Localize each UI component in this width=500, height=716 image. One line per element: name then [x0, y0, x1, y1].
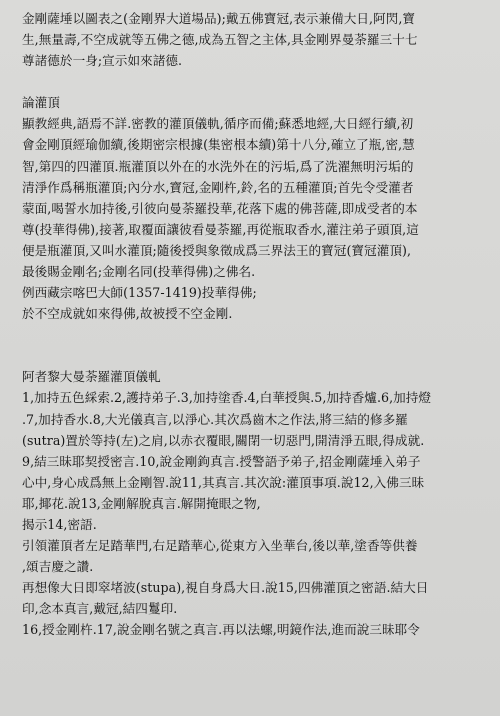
text-line: 尊諸德於一身;宣示如來諸德.	[22, 53, 183, 69]
text-line: 清淨作爲稱瓶灌頂;內分水,寶冠,金剛杵,鈴,名的五種灌頂;首先令受灌者	[22, 179, 414, 195]
text-line: 於不空成就如來得佛,故被授不空金剛.	[22, 306, 233, 322]
text-line: 揭示14,密語.	[22, 516, 97, 532]
intro-paragraph	[22, 8, 490, 71]
text-line: 蒙面,喝誓水加持後,引彼向曼荼羅投華,花落下處的佛菩薩,即成受者的本	[22, 200, 418, 216]
text-line: 引領灌頂者左足踏華門,右足踏華心,從東方入坐華台,後以華,塗香等供養	[22, 538, 418, 554]
text-line: 心中,身心成爲無上金剛智.說11,其真言.其次說:灌頂事項.說12,入佛三昧	[22, 474, 425, 490]
text-line: .7,加持香水.8,大光儀真言,以淨心.其次爲齒木之作法,將三結的修多羅	[22, 411, 408, 427]
section-guanding	[22, 92, 490, 324]
text-line: 最後賜金剛名;金剛名同(投華得佛)之佛名.	[22, 264, 256, 280]
text-line: 16,授金剛杵.17,說金剛名號之真言.再以法螺,明鏡作法,進而說三昧耶令	[22, 622, 420, 638]
text-line: 便是瓶灌頂,又叫水灌頂;隨後授與象徵成爲三界法王的寶冠(寶冠灌頂),	[22, 242, 411, 258]
text-line: 9,結三昧耶契授密言.10,說金剛鉤真言.授警語予弟子,招金剛薩埵入弟子	[22, 453, 421, 469]
blank-space	[22, 71, 490, 92]
section-title: 論灌頂	[22, 95, 60, 111]
text-line: 智,第四的四灌頂.瓶灌頂以外在的水洗外在的污垢,爲了洗濯無明污垢的	[22, 158, 414, 174]
text-line: 1,加持五色綵索.2,護持弟子.3,加持塗香.4,白華授與.5,加持香爐.6,加持燈	[22, 390, 432, 406]
section-mandala-ritual	[22, 366, 490, 640]
text-line: (sutra)置於等持(左)之肩,以赤衣覆眼,關閉一切惡門,開清淨五眼,得成就.	[22, 432, 425, 448]
text-line: ,頌吉慶之讚.	[22, 559, 94, 575]
text-line: 會金剛頂經瑜伽續,後期密宗根據(集密根本續)第十八分,確立了瓶,密,慧	[22, 137, 415, 153]
text-line: 例西藏宗喀巴大師(1357-1419)投華得佛;	[22, 285, 257, 301]
text-line: 尊(投華得佛),接著,取覆面讓彼看曼荼羅,再從瓶取香水,灌注弟子頭頂,這	[22, 221, 419, 237]
text-line: 金剛薩埵以圖表之(金剛界大道場品);戴五佛寶冠,表示兼備大日,阿閃,寶	[22, 11, 416, 26]
blank-space	[22, 324, 490, 366]
text-line: 印,念本真言,戴冠,結四鬘印.	[22, 601, 178, 617]
text-line: 再想像大日即窣堵波(stupa),視自身爲大日.說15,四佛灌頂之密語.結大日	[22, 580, 429, 596]
text-line: 生,無量壽,不空成就等五佛之德,成為五智之主体,具金剛界曼荼羅三十七	[22, 32, 418, 48]
text-line: 耶,揶花.說13,金剛解脫真言.解開掩眼之物,	[22, 495, 261, 511]
text-line: 顯教經典,語焉不詳.密教的灌頂儀軌,循序而備;蘇悉地經,大日經行續,初	[22, 116, 414, 132]
section-title: 阿者黎大曼荼羅灌頂儀軋	[22, 369, 161, 385]
